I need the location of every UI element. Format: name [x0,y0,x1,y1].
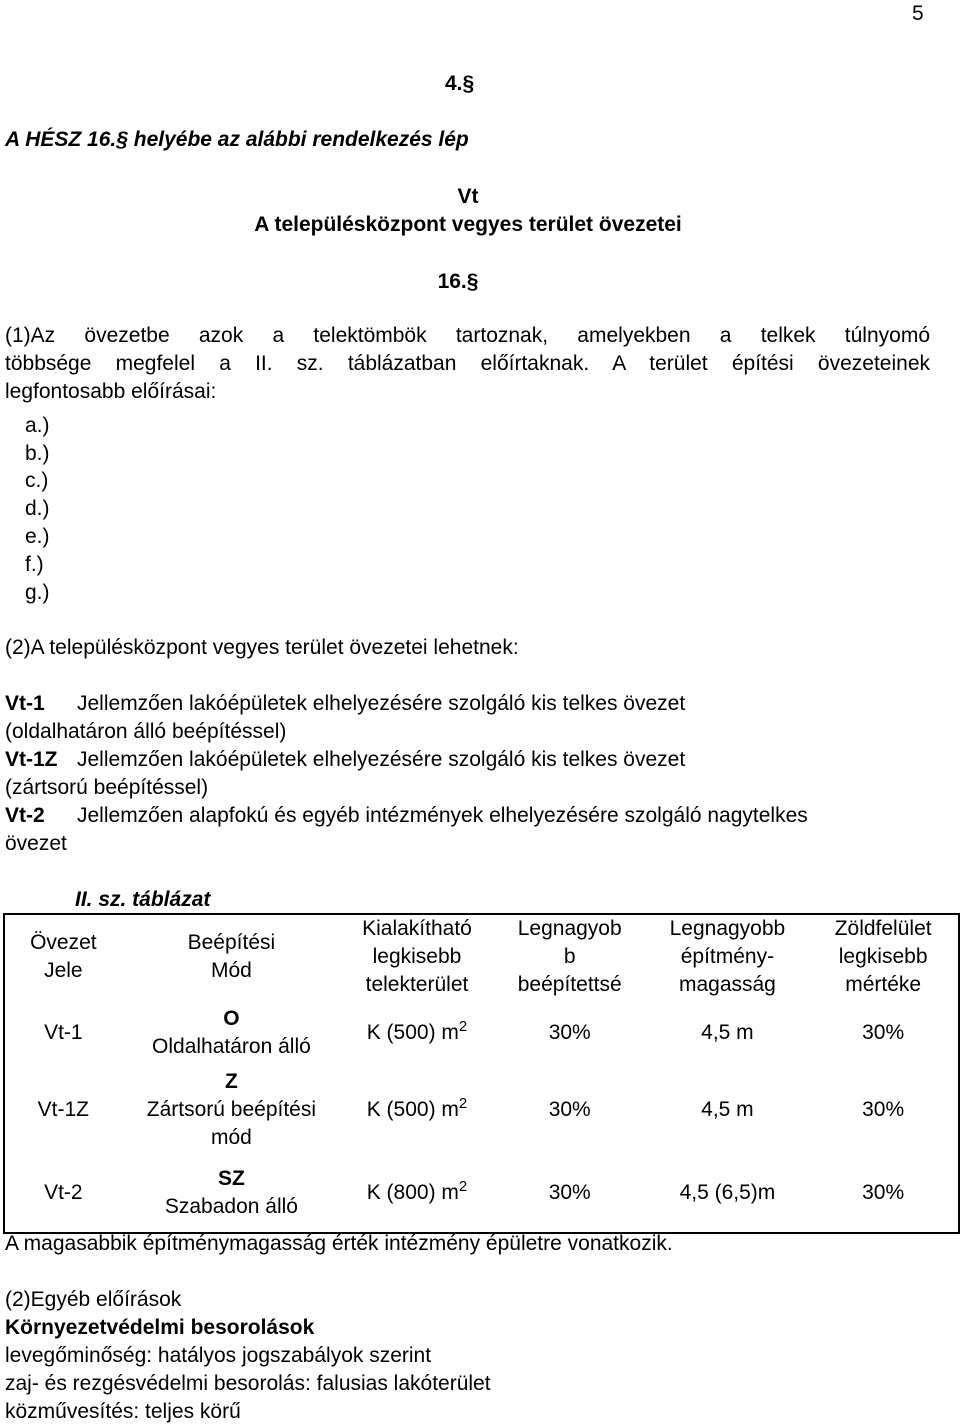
zone-desc-vt2-cont: övezet [5,832,67,855]
table-row [4,1153,959,1233]
row-min-plot-area: K (500) $m^2$ [366,1095,468,1121]
zone-title: A településközpont vegyes terület övezetei [254,213,682,236]
row-zone-code: Vt-1Z [37,1098,90,1121]
row-max-height: 4,5 m [701,1021,754,1044]
zone-desc-vt1: Jellemzően lakóépületek elhelyezésére szolgáló kis telkes övezet [77,692,686,715]
noise-text: zaj- és rezgésvédelmi besorolás: falusias lakóterület [5,1372,491,1395]
zone-desc-vt1-cont: (oldalhatáron álló beépítéssel) [5,720,287,743]
row-max-height: 4,5 m [701,1098,754,1121]
section-number: 4.§ [445,72,475,95]
zone-desc-vt1z-cont: (zártsorú beépítéssel) [5,776,209,799]
zone-code: Vt [457,185,479,208]
table-header-row [4,914,959,999]
para1-line3: legfontosabb előírásai: [5,380,217,403]
list-item: d.) [25,497,50,520]
row-building-mode: SZ Szabadon álló [164,1166,298,1218]
row-max-height: 4,5 (6,5)m [679,1180,776,1204]
table-caption: II. sz. táblázat [75,888,211,911]
list-item: b.) [25,442,50,465]
row-min-plot-area: K (800) $m^2$ [366,1177,468,1204]
header-max-height: Legnagyobb építmény- magasság [669,917,786,996]
header-max-coverage: Legnagyob b beépítettsé [517,917,622,996]
para1-line2: többsége megfelel a II. sz. táblázatban előírtaknak. A terület építési övezeteinek [5,352,930,375]
header-min-green-area: Zöldfelület legkisebb mértéke [834,917,932,996]
utilities-text: közművesítés: teljes körű [5,1400,241,1423]
list-item: g.) [25,581,50,604]
row-max-coverage: 30% [548,1180,591,1204]
list-item: c.) [25,469,49,492]
para1-line1: (1)Az övezetbe azok a telektömbök tartoznak, amelyekben a telkek túlnyomó [5,324,930,347]
header-min-plot-area: Kialakítható legkisebb telekterület [362,917,472,996]
list-item: e.) [25,525,50,548]
air-quality-text: levegőminőség: hatályos jogszabályok szerint [5,1344,432,1367]
zoning-table [3,913,960,1234]
env-heading: Környezetvédelmi besorolások [5,1316,315,1339]
row-min-plot-area: K (500) $m^2$ [366,1018,468,1044]
intro-text: A HÉSZ 16.§ helyébe az alábbi rendelkezés lép [5,128,469,151]
row-max-coverage: 30% [548,1098,591,1121]
row-min-green-area: 30% [862,1098,905,1121]
table-row [4,999,959,1067]
header-zone-code: Övezet Jele [30,931,97,982]
paragraph-number: 16.§ [437,270,479,293]
row-zone-code: Vt-2 [44,1180,83,1204]
list-item: f.) [25,553,44,576]
page-number: 5 [912,2,924,25]
para2-text: (2)A településközpont vegyes terület övezetei lehetnek: [5,636,519,659]
table-note: A magasabbik építménymagasság érték intézmény épületre vonatkozik. [5,1232,673,1255]
row-zone-code: Vt-1 [44,1021,83,1044]
list-item: a.) [25,414,50,437]
row-min-green-area: 30% [862,1180,905,1204]
header-building-mode: Beépítési Mód [187,931,276,982]
row-building-mode: O Oldalhatáron álló [152,1007,311,1058]
other-heading: (2)Egyéb előírások [5,1288,182,1311]
table-row [4,1067,959,1153]
row-max-coverage: 30% [548,1021,591,1044]
row-min-green-area: 30% [862,1021,905,1044]
zone-code-vt1: Vt-1 [5,692,45,715]
zone-desc-vt2: Jellemzően alapfokú és egyéb intézmények elhelyezésére szolgáló nagytelkes [77,804,808,827]
row-building-mode: Z Zártsorú beépítési mód [146,1070,317,1149]
zone-code-vt2: Vt-2 [5,804,45,827]
zone-code-vt1z: Vt-1Z [5,748,58,771]
zone-desc-vt1z: Jellemzően lakóépületek elhelyezésére szolgáló kis telkes övezet [77,748,686,771]
